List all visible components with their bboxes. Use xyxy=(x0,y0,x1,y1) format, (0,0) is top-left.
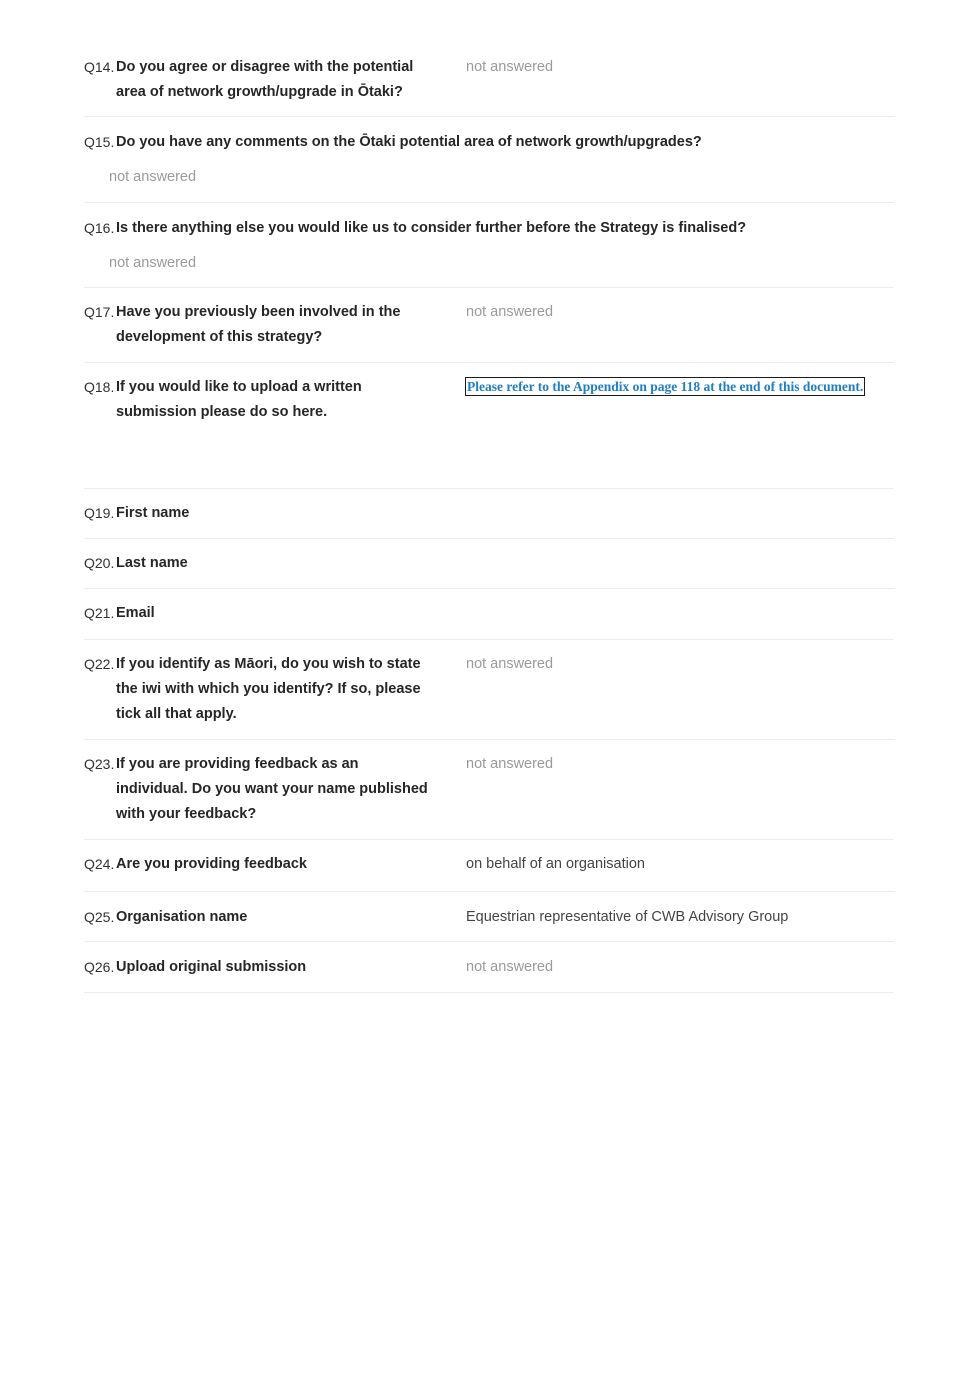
question-number: Q15. xyxy=(84,134,115,150)
answer-value: Equestrian representative of CWB Advisory Group xyxy=(466,909,789,925)
answer-value: not answered xyxy=(466,304,554,320)
question-number: Q22. xyxy=(84,656,115,672)
divider xyxy=(84,739,894,740)
question-number: Q18. xyxy=(84,379,115,395)
question-text: First name xyxy=(116,505,190,521)
question-text: Email xyxy=(116,605,155,621)
question-number: Q25. xyxy=(84,909,115,925)
question-text: Do you agree or disagree with the potential area of network growth/upgrade in Ōtaki? xyxy=(116,59,414,100)
question-text: If you identify as Māori, do you wish to state the iwi with which you identify? If so, please tick all that apply. xyxy=(116,656,421,722)
question-number: Q21. xyxy=(84,605,115,621)
divider xyxy=(84,588,894,589)
answer-value: not answered xyxy=(109,169,197,185)
question-text: Have you previously been involved in the development of this strategy? xyxy=(116,304,401,345)
question-text: Organisation name xyxy=(116,909,248,925)
answer-value: not answered xyxy=(466,959,554,975)
answer-value: not answered xyxy=(466,756,554,772)
question-number: Q16. xyxy=(84,220,115,236)
divider xyxy=(84,538,894,539)
divider xyxy=(84,362,894,363)
question-text: Upload original submission xyxy=(116,959,307,975)
question-number: Q24. xyxy=(84,856,115,872)
answer-value: on behalf of an organisation xyxy=(466,856,645,872)
question-number: Q20. xyxy=(84,555,115,571)
divider xyxy=(84,488,894,489)
answer-value: not answered xyxy=(109,255,197,271)
question-text: If you are providing feedback as an individual. Do you want your name published with your feedback? xyxy=(116,756,428,822)
divider xyxy=(84,639,894,640)
divider xyxy=(84,287,894,288)
question-text: Is there anything else you would like us to consider further before the Strategy is finalised? xyxy=(116,220,747,236)
divider xyxy=(84,116,894,117)
question-text: Are you providing feedback xyxy=(116,856,307,872)
divider xyxy=(84,992,894,993)
answer-value: not answered xyxy=(466,656,554,672)
question-number: Q26. xyxy=(84,959,115,975)
question-number: Q19. xyxy=(84,505,115,521)
divider xyxy=(84,891,894,892)
question-text: If you would like to upload a written submission please do so here. xyxy=(116,379,362,420)
question-text: Last name xyxy=(116,555,188,571)
appendix-link[interactable]: Please refer to the Appendix on page 118 at the end of this document. xyxy=(467,379,864,394)
question-number: Q14. xyxy=(84,59,115,75)
divider xyxy=(84,941,894,942)
question-number: Q23. xyxy=(84,756,115,772)
divider xyxy=(84,839,894,840)
question-text: Do you have any comments on the Ōtaki potential area of network growth/upgrades? xyxy=(116,134,702,150)
divider xyxy=(84,202,894,203)
question-number: Q17. xyxy=(84,304,115,320)
answer-value: not answered xyxy=(466,59,554,75)
